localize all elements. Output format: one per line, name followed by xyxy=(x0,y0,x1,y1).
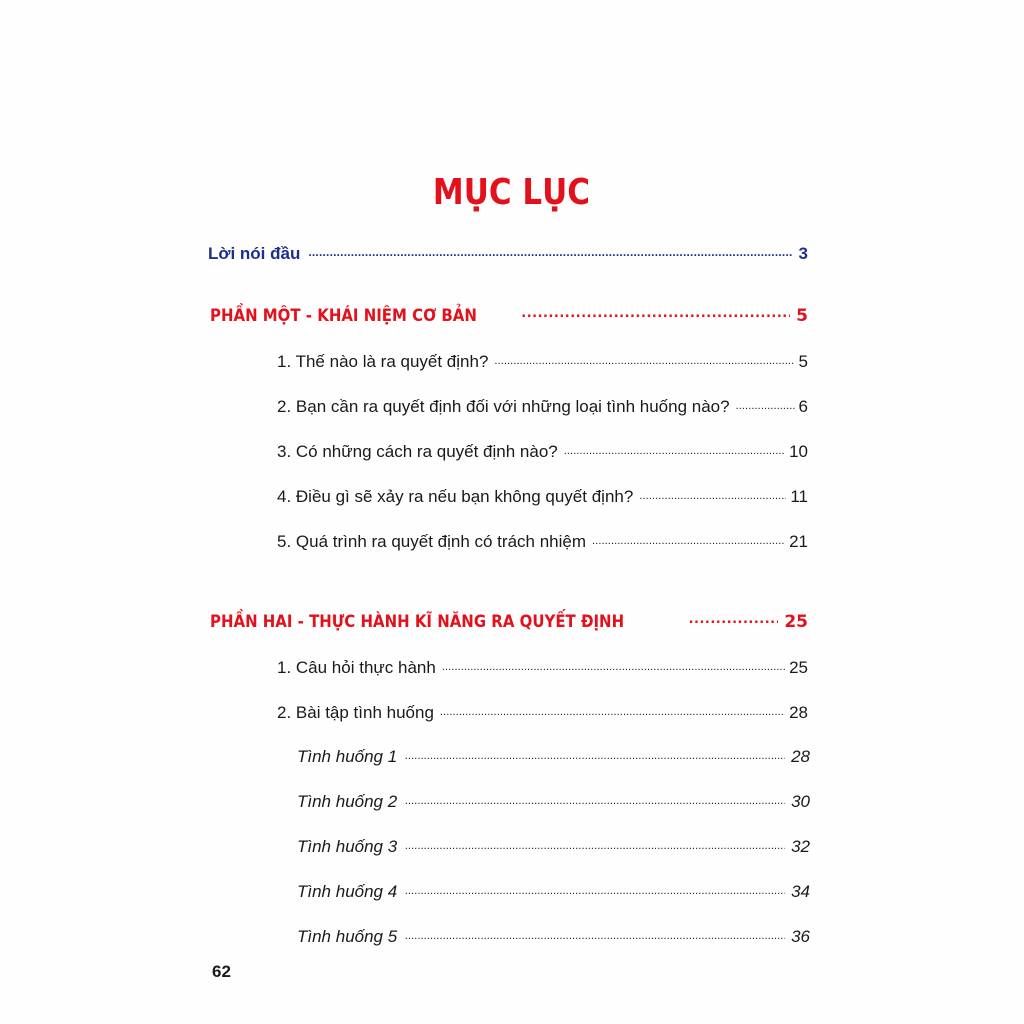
toc-entry-label: 5. Quá trình ra quyết định có trách nhiệm xyxy=(277,532,587,551)
dot-leader xyxy=(689,610,779,627)
dot-leader xyxy=(564,440,785,457)
toc-case-entry[interactable] xyxy=(297,925,810,947)
dot-leader xyxy=(405,925,785,942)
dot-leader xyxy=(405,835,785,852)
dot-leader xyxy=(405,790,785,807)
toc-entry-page: 10 xyxy=(789,442,808,461)
dot-leader xyxy=(592,530,785,547)
toc-case-entry[interactable] xyxy=(297,790,810,812)
toc-case-entry[interactable] xyxy=(297,835,810,857)
toc-entry-label: 1. Thế nào là ra quyết định? xyxy=(277,352,489,371)
toc-entry-label: 2. Bài tập tình huống xyxy=(277,703,434,722)
toc-entry[interactable] xyxy=(277,350,808,372)
toc-entry-label: 4. Điều gì sẽ xảy ra nếu bạn không quyết định? xyxy=(277,487,634,506)
dot-leader xyxy=(440,701,785,718)
page-title: MỤC LỤC xyxy=(432,172,590,213)
toc-entry-page: 6 xyxy=(798,397,808,416)
toc-entry-page: 28 xyxy=(791,747,810,766)
toc-entry-page: 32 xyxy=(791,837,810,856)
toc-entry-label: 2. Bạn cần ra quyết định đối với những loại tình huống nào? xyxy=(277,397,730,416)
toc-entry[interactable] xyxy=(277,656,808,678)
toc-entry-label: Tình huống 5 xyxy=(297,927,398,946)
toc-entry-page: 34 xyxy=(791,882,810,901)
dot-leader xyxy=(442,656,785,673)
dot-leader xyxy=(494,350,794,367)
dot-leader xyxy=(308,242,792,259)
page-number: 62 xyxy=(212,962,231,981)
toc-part-heading-1[interactable] xyxy=(210,304,808,326)
toc-entry-label: Lời nói đầu xyxy=(208,244,301,263)
toc-entry-page: 3 xyxy=(798,244,808,263)
toc-part-label: PHẦN HAI - THỰC HÀNH KĨ NĂNG RA QUYẾT ĐỊNH xyxy=(210,612,625,632)
toc-entry-label: Tình huống 3 xyxy=(297,837,398,856)
toc-entry-label: 3. Có những cách ra quyết định nào? xyxy=(277,442,558,461)
toc-entry-label: Tình huống 2 xyxy=(297,792,398,811)
toc-entry-page: 28 xyxy=(789,703,808,722)
toc-case-entry[interactable] xyxy=(297,880,810,902)
toc-entry-page: 21 xyxy=(789,532,808,551)
toc-entry-label: Tình huống 4 xyxy=(297,882,398,901)
toc-case-entry[interactable] xyxy=(297,745,810,767)
dot-leader xyxy=(639,485,786,502)
toc-entry-page: 36 xyxy=(791,927,810,946)
toc-entry[interactable] xyxy=(277,395,808,417)
toc-entry-page: 5 xyxy=(798,352,808,371)
toc-entry-label: Tình huống 1 xyxy=(297,747,398,766)
toc-entry-label: 1. Câu hỏi thực hành xyxy=(277,658,436,677)
toc-part-page: 25 xyxy=(784,612,808,632)
toc-part-label: PHẦN MỘT - KHÁI NIỆM CƠ BẢN xyxy=(210,306,477,326)
toc-part-page: 5 xyxy=(796,306,808,326)
toc-entry[interactable] xyxy=(277,701,808,723)
toc-entry[interactable] xyxy=(277,440,808,462)
dot-leader xyxy=(521,304,790,321)
toc-entry-page: 25 xyxy=(789,658,808,677)
toc-entry-page: 11 xyxy=(790,487,808,506)
dot-leader xyxy=(405,745,785,762)
dot-leader xyxy=(405,880,785,897)
toc-entry[interactable] xyxy=(277,530,808,552)
toc-entry-page: 30 xyxy=(791,792,810,811)
toc-part-heading-2[interactable] xyxy=(210,610,808,632)
toc-entry-preface[interactable] xyxy=(208,242,808,264)
dot-leader xyxy=(736,395,795,412)
toc-entry[interactable] xyxy=(277,485,808,507)
